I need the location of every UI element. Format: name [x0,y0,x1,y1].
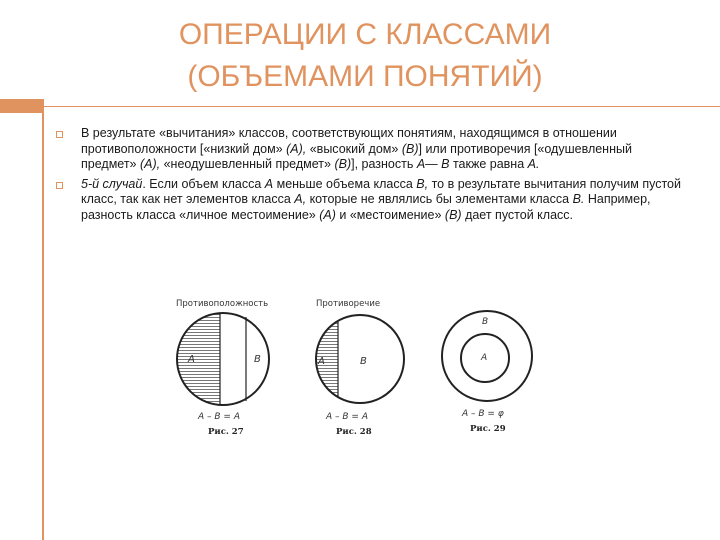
label-b: В [254,354,261,365]
italic-run: А, [294,192,307,206]
figure-28 [306,292,416,442]
italic-run: А— В [416,157,450,171]
accent-bar [0,99,42,113]
caption: Рис. 28 [336,427,372,437]
text-run: «высокий дом» [306,141,402,156]
text-run: «неодушевленный предмет» [160,157,335,171]
italic-run: (В) [444,207,462,222]
italic-run: 5-й случай [81,176,143,191]
figure-27 [168,292,278,442]
italic-run: В, [416,176,429,191]
caption: Рис. 27 [208,427,244,437]
italic-run: (А), [139,157,161,171]
italic-run: В. [572,192,585,206]
italic-run: А. [527,157,540,171]
bullet-text-1 [81,126,690,173]
text-run: ] или противоречия [«одушевленный предмет» [81,141,632,171]
horizontal-rule [42,106,720,107]
square-bullet-icon [56,182,63,189]
formula: А – В = А [198,412,240,422]
formula: А – В = φ [462,409,504,419]
text-run: также равна [449,157,528,171]
italic-run: (А), [286,141,307,156]
text-run: которые не являлись бы элементами класса [306,192,573,206]
bullet-text-2 [81,177,690,224]
vertical-rule [42,99,44,540]
italic-run: (В) [401,141,419,156]
figure-label: Противоположность [176,299,269,309]
text-run: то в результате вычитания получим пустой класс, так как нет элементов класса [81,176,681,206]
text-run: В результате «вычитания» классов, соответствующих понятиям, находящимся в отношении противоположности [«низкий дом» [81,126,617,156]
label-a: А [188,354,195,365]
label-b: В [482,317,489,327]
text-run: и «местоимение» [335,207,445,222]
text-run: . Если объем класса [142,176,265,191]
figure-29 [432,292,542,442]
bullet-list [56,126,690,227]
bullet-item [56,126,690,173]
label-a: А [318,356,325,367]
figure-label: Противоречие [316,299,381,309]
italic-run: А [264,176,274,191]
square-bullet-icon [56,131,63,138]
title-line-2: (ОБЪЕМАМИ ПОНЯТИЙ) [187,60,543,93]
label-a: А [481,353,488,363]
formula: А – В = А [326,412,368,422]
italic-run: (В) [334,157,352,171]
bullet-item [56,177,690,224]
text-run: Например, разность класса «личное местоимение» [81,192,651,222]
italic-run: (А) [319,207,336,222]
label-b: В [360,356,367,367]
slide-title [130,14,600,98]
text-run: ], разность [351,157,417,171]
text-run: дает пустой класс. [461,207,573,222]
title-line-1: ОПЕРАЦИИ С КЛАССАМИ [178,18,552,51]
caption: Рис. 29 [470,424,506,434]
text-run: меньше объема класса [273,176,417,191]
